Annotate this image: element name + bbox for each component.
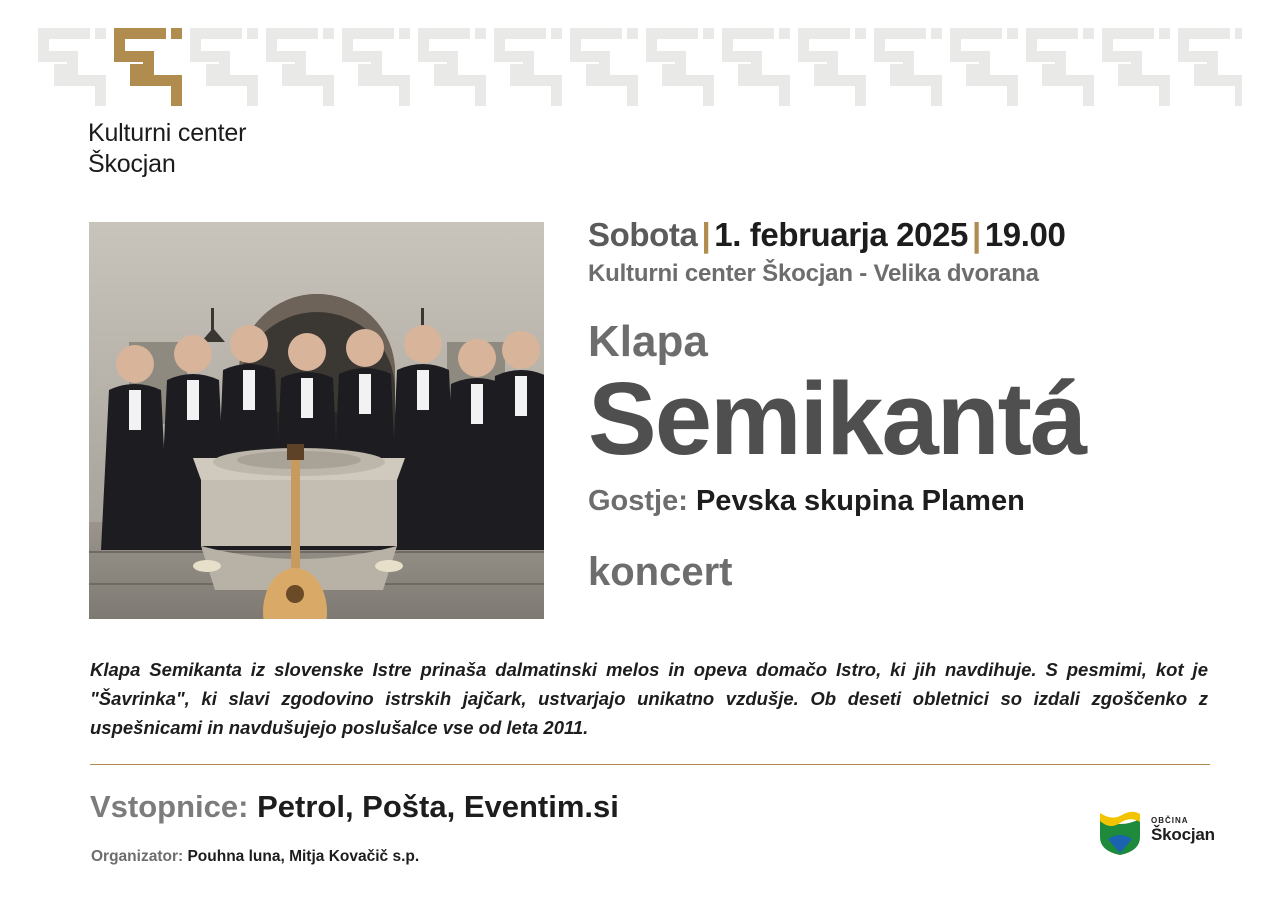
motif-glyph: [874, 28, 942, 106]
coat-of-arms-icon: [1098, 805, 1142, 857]
motif-glyph: [190, 28, 258, 106]
motif-glyph: [1178, 28, 1242, 106]
motif-glyph: [342, 28, 410, 106]
event-time: 19.00: [984, 216, 1066, 253]
municipality-name: Škocjan: [1151, 825, 1215, 845]
organizer-line: [91, 848, 419, 866]
group-photo-icon: [89, 222, 544, 619]
motif-glyph: [722, 28, 790, 106]
municipality-logo: [1098, 802, 1220, 860]
motif-glyph: [950, 28, 1018, 106]
event-datetime-line: [588, 216, 1228, 254]
datetime-separator-2: |: [971, 216, 981, 253]
ornamental-band: [38, 28, 1242, 106]
event-date: 1. februarja 2025: [714, 216, 968, 253]
motif-glyph: [646, 28, 714, 106]
event-description: Klapa Semikanta iz slovenske Istre prinaša dalmatinski melos in opeva domačo Istro, ki jih navdihuje. S pesmimi, kot je "Šavrinka", ki slavi zgodovino istrskih jajčark, ustvarjajo unikatno vzdušje. Ob deseti obletnici so izdali zgoščenko z uspešnicami in navdušujejo poslušalce vse od leta 2011.: [90, 659, 1208, 739]
motif-glyph: [1102, 28, 1170, 106]
performer-prefix: Klapa: [588, 317, 708, 366]
motif-glyph: [418, 28, 486, 106]
motif-glyph: [798, 28, 866, 106]
motif-glyph: [114, 28, 182, 106]
section-divider: [90, 764, 1210, 765]
municipality-prefix: OBČINA: [1151, 816, 1189, 826]
tickets-value: Petrol, Pošta, Eventim.si: [257, 789, 619, 824]
datetime-separator-1: |: [701, 216, 711, 253]
motif-glyph: [570, 28, 638, 106]
performer-photo: [89, 222, 544, 619]
organizer-label: Organizator:: [91, 848, 184, 865]
organizer-value: Pouhna luna, Mitja Kovačič s.p.: [187, 848, 420, 865]
brand-logo: [88, 118, 246, 180]
guests-label: Gostje:: [588, 485, 688, 518]
event-info: [588, 216, 1228, 595]
motif-glyph: [1026, 28, 1094, 106]
motif-glyph: [266, 28, 334, 106]
event-day: Sobota: [588, 216, 698, 253]
event-type: koncert: [588, 550, 733, 595]
brand-logo-line2: Škocjan: [88, 149, 176, 178]
brand-logo-line1: Kulturni center: [88, 119, 247, 147]
guests-line: [588, 485, 1228, 518]
tickets-label: Vstopnice:: [90, 789, 249, 824]
performer-name: Semikantá: [588, 361, 1086, 476]
motif-glyph: [38, 28, 106, 106]
municipality-text: [1151, 817, 1215, 844]
event-venue: Kulturni center Škocjan - Velika dvorana: [588, 260, 1039, 287]
motif-row: [38, 28, 1242, 106]
guests-value: Pevska skupina Plamen: [695, 485, 1025, 518]
motif-glyph: [494, 28, 562, 106]
tickets-line: [90, 789, 619, 825]
